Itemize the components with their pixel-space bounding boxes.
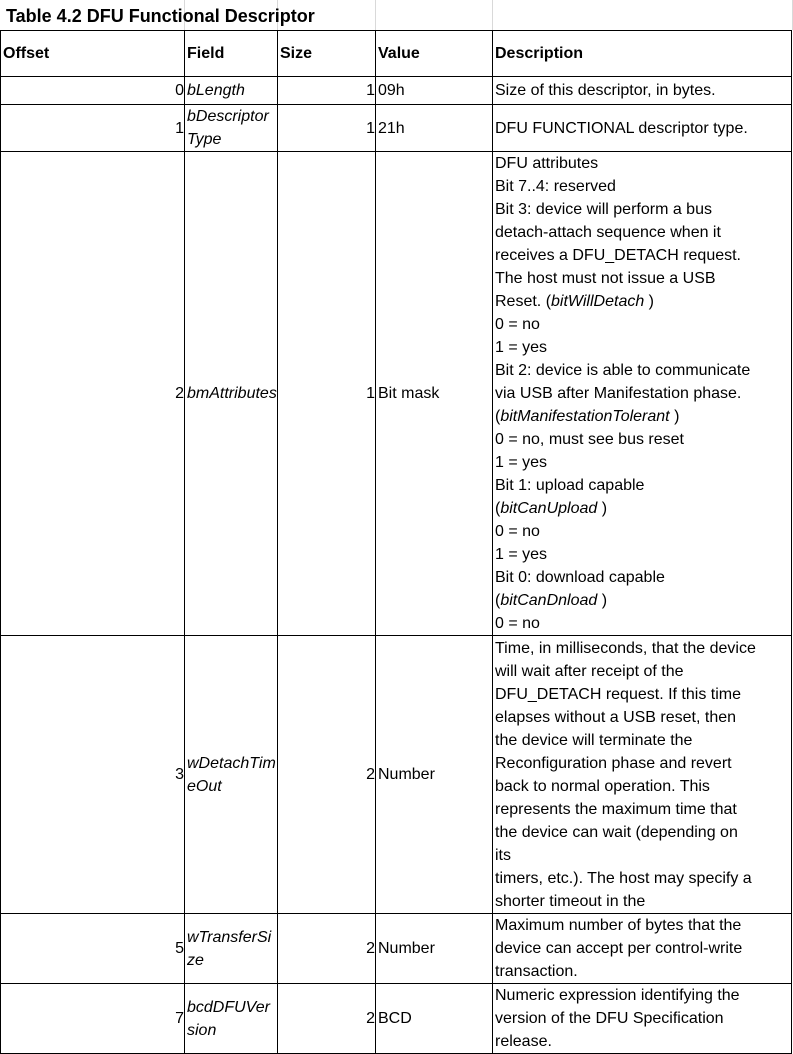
field-cell: bLength <box>185 77 278 105</box>
description-line: elapses without a USB reset, then <box>495 708 737 726</box>
description-line: (bitCanDnload ) <box>495 592 608 609</box>
offset-cell: 2 <box>1 152 185 636</box>
description-cell <box>493 105 792 152</box>
description-line: DFU FUNCTIONAL descriptor type. <box>495 119 748 137</box>
description-line: 1 = yes <box>495 454 548 471</box>
description-cell <box>493 636 792 914</box>
description-line: version of the DFU Specification <box>495 1010 724 1027</box>
header-row <box>1 31 792 77</box>
table-row <box>1 77 792 105</box>
description-line: Bit 3: device will perform a bus <box>495 201 712 218</box>
description-line: transaction. <box>495 963 578 980</box>
description-line: Reset. (bitWillDetach ) <box>495 293 655 310</box>
table-row <box>1 984 792 1054</box>
value-cell: Number <box>376 636 493 914</box>
descriptor-table <box>0 30 792 1054</box>
description-line: 0 = no, must see bus reset <box>495 431 684 448</box>
table-title: Table 4.2 DFU Functional Descriptor <box>6 6 315 26</box>
description-line: detach-attach sequence when it <box>495 224 721 241</box>
value-cell: 09h <box>376 77 493 105</box>
gridline <box>375 0 376 30</box>
description-line: release. <box>495 1033 552 1050</box>
description-line: Bit 2: device is able to communicate <box>495 362 751 379</box>
description-line: Bit 7..4: reserved <box>495 178 616 195</box>
description-line: The host must not issue a USB <box>495 270 716 287</box>
description-line: represents the maximum time that <box>495 800 737 818</box>
field-cell: wDetachTimeOut <box>185 636 278 914</box>
description-line: receives a DFU_DETACH request. <box>495 247 741 264</box>
field-cell: wTransferSize <box>185 914 278 984</box>
description-line: (bitManifestationTolerant ) <box>495 408 680 425</box>
description-line: Numeric expression identifying the <box>495 987 740 1004</box>
description-line: the device can wait (depending on <box>495 823 738 841</box>
description-line: 1 = yes <box>495 546 548 563</box>
description-line: Bit 0: download capable <box>495 569 665 586</box>
size-cell: 1 <box>278 152 376 636</box>
header-offset: Offset <box>1 31 185 77</box>
description-line: shorter timeout in the <box>495 892 646 910</box>
description-line: Size of this descriptor, in bytes. <box>495 82 716 99</box>
table-row <box>1 105 792 152</box>
description-line: Maximum number of bytes that the <box>495 917 742 934</box>
offset-cell: 7 <box>1 984 185 1054</box>
table-row <box>1 914 792 984</box>
description-line: DFU_DETACH request. If this time <box>495 685 741 703</box>
gridline <box>492 0 493 30</box>
description-cell <box>493 77 792 105</box>
offset-cell: 3 <box>1 636 185 914</box>
description-line: its <box>495 846 511 864</box>
offset-cell: 5 <box>1 914 185 984</box>
header-description: Description <box>493 31 792 77</box>
table-row <box>1 636 792 914</box>
field-cell: bcdDFUVersion <box>185 984 278 1054</box>
table-row <box>1 152 792 636</box>
header-size: Size <box>278 31 376 77</box>
description-cell <box>493 152 792 636</box>
value-cell: Bit mask <box>376 152 493 636</box>
description-line: the device will terminate the <box>495 731 693 749</box>
field-cell: bmAttributes <box>185 152 278 636</box>
description-cell <box>493 984 792 1054</box>
value-cell: BCD <box>376 984 493 1054</box>
description-line: 0 = no <box>495 523 540 540</box>
size-cell: 2 <box>278 914 376 984</box>
value-cell: Number <box>376 914 493 984</box>
header-value: Value <box>376 31 493 77</box>
value-cell: 21h <box>376 105 493 152</box>
header-field: Field <box>185 31 278 77</box>
description-line: will wait after receipt of the <box>495 662 684 680</box>
size-cell: 1 <box>278 77 376 105</box>
description-line: 1 = yes <box>495 339 548 356</box>
description-line: 0 = no <box>495 316 540 333</box>
description-line: via USB after Manifestation phase. <box>495 385 742 402</box>
field-cell: bDescriptorType <box>185 105 278 152</box>
size-cell: 2 <box>278 636 376 914</box>
description-line: 0 = no <box>495 615 540 632</box>
description-line: (bitCanUpload ) <box>495 500 608 517</box>
offset-cell: 1 <box>1 105 185 152</box>
description-line: Reconfiguration phase and revert <box>495 754 732 772</box>
size-cell: 2 <box>278 984 376 1054</box>
description-line: back to normal operation. This <box>495 777 710 795</box>
size-cell: 1 <box>278 105 376 152</box>
description-cell <box>493 914 792 984</box>
description-line: Bit 1: upload capable <box>495 477 645 494</box>
offset-cell: 0 <box>1 77 185 105</box>
description-line: Time, in milliseconds, that the device <box>495 639 756 657</box>
description-line: timers, etc.). The host may specify a <box>495 869 752 887</box>
description-line: device can accept per control-write <box>495 940 743 957</box>
description-line: DFU attributes <box>495 155 599 172</box>
